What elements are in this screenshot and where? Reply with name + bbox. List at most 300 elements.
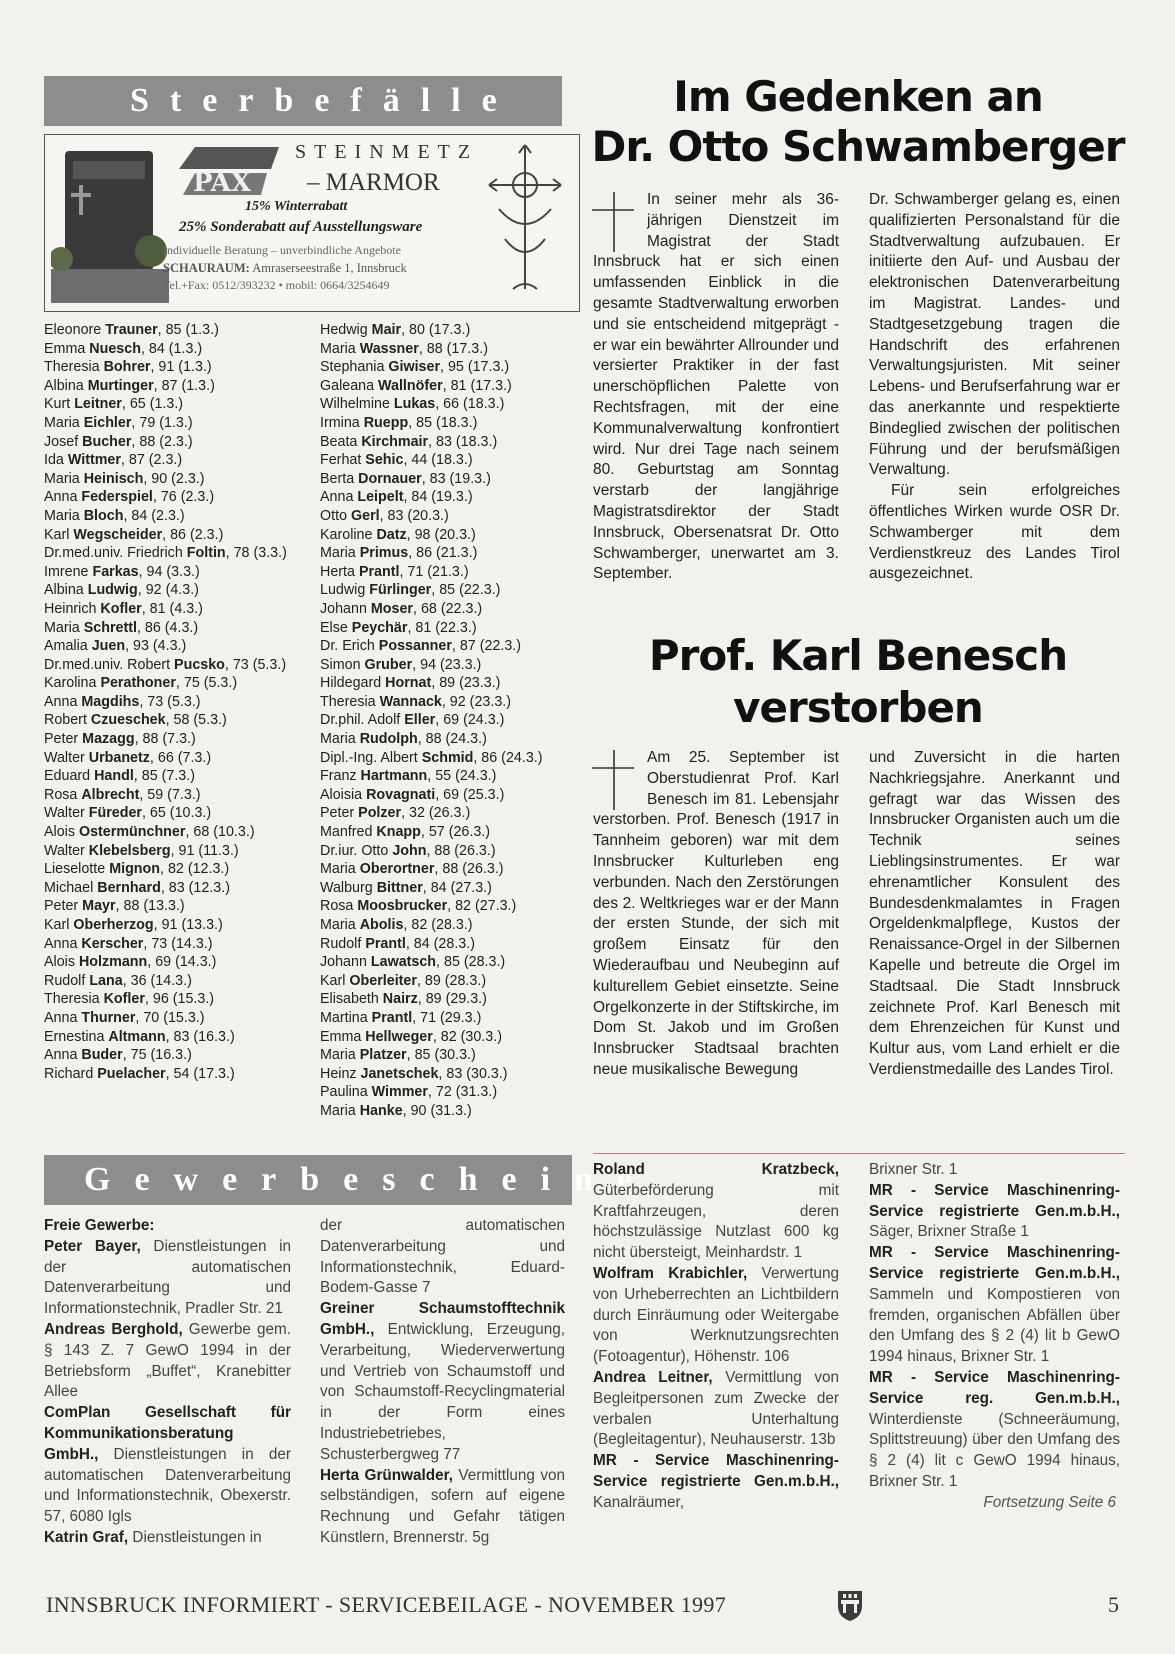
death-entry-surname: Kofler <box>103 991 145 1008</box>
death-entry-given-name: Dipl.-Ing. Albert <box>320 749 422 766</box>
footer-page-number: 5 <box>1108 1592 1120 1617</box>
death-entry-given-name: Maria <box>320 861 360 878</box>
footer-publication: INNSBRUCK INFORMIERT - SERVICEBEILAGE - NOVEMBER 1997 <box>46 1592 727 1617</box>
death-entry-surname: Füreder <box>88 805 142 822</box>
death-entry-surname: Oberortner <box>359 861 435 878</box>
death-entry-given-name: Elisabeth <box>320 991 383 1008</box>
death-entry-surname: Schrettl <box>83 619 137 636</box>
death-entry <box>320 563 572 582</box>
advertisement-steinmetz-pax <box>44 134 580 312</box>
death-entry-given-name: Theresia <box>320 693 380 710</box>
gewerbe-column-4 <box>869 1160 1120 1514</box>
death-entry-given-name: Rosa <box>44 786 82 803</box>
death-entry-surname: Puelacher <box>97 1065 166 1082</box>
gewerbe-column-2 <box>320 1216 565 1549</box>
death-entry-surname: Hartmann <box>360 768 428 785</box>
gewerbe-entry-holder: MR - Service Maschinenring-Service registrierte Gen.m.b.H., <box>869 1181 1120 1220</box>
death-list-column-1 <box>44 321 294 1083</box>
cross-spacer <box>593 190 647 252</box>
article1-column-2 <box>869 190 1120 585</box>
gewerbe-entry-holder: Greiner Schaumstofftechnik GmbH., <box>320 1300 565 1338</box>
death-entry <box>44 1009 294 1028</box>
death-entry-age-date: , 98 (20.3.) <box>406 526 476 543</box>
gewerbe-entry <box>869 1368 1120 1493</box>
gewerbe-entry-description: Säger, Brixner Straße 1 <box>869 1223 1029 1241</box>
gewerbe-entry <box>869 1243 1120 1368</box>
death-entry-given-name: Emma <box>320 1028 366 1045</box>
death-entry-given-name: Dr.phil. Adolf <box>320 712 405 729</box>
death-entry <box>320 693 572 712</box>
ad-schauraum-address: Amraserseestraße 1, Innsbruck <box>252 261 407 275</box>
death-entry-age-date: , 91 (13.3.) <box>153 917 223 933</box>
gewerbe-entry-description: Verwertung von Urheberrechten an Lichtbildern durch Einräumung oder Weitergabe von Werknutzungsrechten (Fotoagentur), Höhenstr. 106 <box>593 1264 839 1366</box>
death-entry-given-name: Irmina <box>320 414 364 431</box>
death-entry <box>44 804 294 823</box>
death-entry-surname: Peychär <box>351 619 408 636</box>
death-entry <box>320 414 572 433</box>
death-entry-given-name: Maria <box>320 1102 360 1119</box>
death-entry-surname: Ruepp <box>363 414 409 431</box>
death-entry <box>320 1046 572 1065</box>
ad-marmor: – MARMOR <box>307 169 440 196</box>
death-entry-given-name: Wilhelmine <box>320 396 394 413</box>
death-entry-surname: Urbanetz <box>88 749 150 766</box>
death-entry-given-name: Hildegard <box>320 675 386 692</box>
section-title: Gewerbescheine <box>84 1161 657 1198</box>
death-entry-surname: Bernhard <box>97 879 161 896</box>
gewerbe-entry-holder: MR - Service Maschinenring-Service registrierte Gen.m.b.H., <box>869 1244 1120 1282</box>
death-entry-age-date: , 95 (17.3.) <box>440 359 510 376</box>
death-entry-age-date: , 93 (4.3.) <box>125 638 187 655</box>
gewerbe-entry <box>44 1403 291 1528</box>
gewerbe-entry-description: Vermittlung von selbständigen, sofern auf eigene Rechnung und Gefahr tätigen Künstlern, Brennerstr. 5g <box>320 1466 566 1546</box>
death-entry <box>44 637 294 656</box>
death-entry-given-name: Lieselotte <box>44 861 110 878</box>
death-entry-surname: Albrecht <box>81 786 140 803</box>
death-entry <box>44 544 294 563</box>
death-entry-surname: Farkas <box>92 563 139 580</box>
death-entry-surname: Holzmann <box>78 954 148 971</box>
death-entry-surname: Kofler <box>100 600 142 617</box>
death-entry-surname: Abolis <box>359 917 404 933</box>
death-list-column-2 <box>320 321 572 1121</box>
death-entry-age-date: , 70 (15.3.) <box>135 1009 205 1026</box>
death-entry-surname: Wittmer <box>67 452 121 469</box>
death-entry <box>44 786 294 805</box>
death-entry-age-date: , 71 (21.3.) <box>399 563 469 580</box>
gewerbe-column-1 <box>44 1216 291 1549</box>
death-entry-surname: Moosbrucker <box>357 898 448 915</box>
death-entry-surname: Hanke <box>359 1102 403 1119</box>
cross-ornament-icon <box>475 139 575 307</box>
death-entry-surname: Eller <box>404 712 436 729</box>
death-entry-age-date: , 89 (23.3.) <box>431 675 501 692</box>
death-entry-surname: Kerscher <box>81 935 144 952</box>
death-entry <box>44 619 294 638</box>
death-entry-given-name: Maria <box>320 340 360 357</box>
death-entry-given-name: Heinrich <box>44 600 101 617</box>
death-entry-given-name: Albina <box>44 582 88 599</box>
svg-text:PAX: PAX <box>193 168 252 198</box>
gewerbe-entry-holder: Roland Kratzbeck, <box>593 1161 839 1178</box>
death-entry-age-date: , 85 (7.3.) <box>133 768 195 785</box>
death-entry-age-date: , 83 (16.3.) <box>165 1028 235 1045</box>
death-entry-age-date: , 69 (25.3.) <box>435 786 505 803</box>
death-entry <box>320 526 572 545</box>
death-entry-age-date: , 96 (15.3.) <box>144 991 215 1008</box>
death-entry-surname: Oberherzog <box>73 917 154 933</box>
death-entry-given-name: Maria <box>320 1047 360 1064</box>
ad-line-beratung: Individuelle Beratung – unverbindliche Angebote <box>163 243 401 257</box>
death-entry-given-name: Emma <box>44 340 90 357</box>
death-entry-given-name: Maria <box>44 470 84 487</box>
death-entry-given-name: Dr.med.univ. Friedrich <box>44 545 187 562</box>
ad-line-sonderabatt: 25% Sonderabatt auf Ausstellungsware <box>179 219 423 235</box>
death-entry-surname: Datz <box>376 526 407 543</box>
death-entry <box>320 842 572 861</box>
death-entry <box>320 730 572 749</box>
death-entry-given-name: Maria <box>44 619 84 636</box>
death-entry <box>44 842 294 861</box>
death-entry-age-date: , 89 (28.3.) <box>416 972 487 989</box>
death-entry-given-name: Peter <box>320 805 359 822</box>
death-entry-age-date: , 92 (23.3.) <box>441 693 511 710</box>
death-entry-given-name: Manfred <box>320 824 377 841</box>
death-entry-given-name: Maria <box>320 917 360 933</box>
death-entry <box>44 1028 294 1047</box>
death-entry-given-name: Walter <box>44 749 89 766</box>
death-entry-given-name: Ludwig <box>320 582 370 599</box>
death-entry-age-date: , 89 (29.3.) <box>417 991 487 1008</box>
divider-line <box>593 1153 1125 1154</box>
death-entry-given-name: Simon <box>320 656 365 673</box>
headline-line-1: Im Gedenken an <box>673 72 1043 121</box>
article2-text-1: Am 25. September ist Oberstudienrat Prof. Karl Benesch im 81. Lebensjahr verstorben. Prof. Benesch (1917 in Tannheim geboren) war mit dem Innsbrucker Kulturleben eng verbunden. Nach den Zerstörungen des 2. Weltkrieges war er der Mann der ersten Stunde, der sich mit großem Einsatz für den Wiederaufbau und Neubeginn auf kulturellem Gebiet einsetzte. Seine Orgelkonzerte in der Stiftskirche, im Dom St. Jakob und im Großen Innsbrucker Stadtsaal brachten neue musikalische Bewegung <box>593 749 839 1078</box>
death-entry-given-name: Peter <box>44 731 83 748</box>
death-entry-age-date: , 82 (30.3.) <box>432 1028 502 1045</box>
death-entry-age-date: , 88 (24.3.) <box>417 731 487 748</box>
gewerbe-entry-description: Sammeln und Kompostieren von fremden, organischen Abfällen über den Umfang des § 2 (4) lit b GewO 1994 hinaus, Brixner Str. 1 <box>869 1285 1120 1366</box>
death-entry-age-date: , 68 (22.3.) <box>413 600 483 617</box>
death-entry-age-date: , 83 (30.3.) <box>438 1065 508 1082</box>
death-entry-surname: Wegscheider <box>73 526 163 543</box>
death-entry-surname: Magdihs <box>81 693 140 710</box>
death-entry-given-name: Walburg <box>320 879 377 896</box>
death-entry-surname: Bittner <box>376 879 423 896</box>
pax-logo-icon <box>175 139 287 201</box>
gewerbe-entry <box>44 1320 291 1403</box>
death-entry-surname: Prantl <box>365 935 406 952</box>
gewerbe-entry <box>320 1216 565 1299</box>
death-entry <box>320 488 572 507</box>
death-entry-given-name: Anna <box>44 1047 82 1064</box>
death-entry-given-name: Berta <box>320 470 359 487</box>
gewerbe-entry-description: Güterbeförderung mit Kraftfahrzeugen, deren höchstzulässige Nutzlast 600 kg nicht übersteigt, Meinhardstr. 1 <box>593 1181 839 1262</box>
death-entry-age-date: , 69 (24.3.) <box>435 712 505 729</box>
death-entry-given-name: Richard <box>44 1065 98 1082</box>
death-entry <box>44 749 294 768</box>
death-entry <box>320 1102 572 1121</box>
ad-brand: STEINMETZ <box>295 141 479 163</box>
death-entry-surname: Pucsko <box>174 656 225 673</box>
death-entry <box>44 860 294 879</box>
death-entry-surname: Eichler <box>83 414 132 431</box>
death-entry-age-date: , 94 (23.3.) <box>412 656 482 673</box>
death-entry-surname: Czueschek <box>90 712 166 729</box>
gewerbe-entry-description: Vermittlung von Begleitpersonen zum Zwecke der verbalen Unterhaltung (Begleitagentur), Neuhauserstr. 13b <box>593 1368 840 1449</box>
death-entry-given-name: Maria <box>320 545 360 562</box>
gewerbe-entry-holder: Peter Bayer, <box>44 1237 141 1255</box>
gewerbe-entry-description: Dienstleistungen in <box>128 1528 262 1546</box>
death-entry-age-date: , 66 (18.3.) <box>435 396 505 413</box>
death-entry <box>44 414 294 433</box>
death-entry-surname: Hellweger <box>365 1028 433 1045</box>
death-entry <box>320 470 572 489</box>
death-entry-given-name: Anna <box>44 935 82 952</box>
death-entry-age-date: , 58 (5.3.) <box>165 712 227 729</box>
death-entry-surname: Bohrer <box>103 359 151 376</box>
cross-spacer <box>593 748 647 810</box>
death-entry-given-name: Theresia <box>44 359 104 376</box>
death-entry <box>44 600 294 619</box>
death-entry-age-date: , 82 (27.3.) <box>447 898 517 915</box>
death-entry-age-date: , 86 (24.3.) <box>473 749 543 766</box>
death-entry-surname: Oberleiter <box>349 972 417 989</box>
gewerbe-entries-1 <box>44 1237 291 1549</box>
death-entry <box>320 972 572 991</box>
death-entry-age-date: , 78 (3.3.) <box>225 545 287 562</box>
death-entry <box>320 749 572 768</box>
death-entry <box>44 656 294 675</box>
gewerbe-entry <box>869 1181 1120 1243</box>
death-entry-age-date: , 88 (26.3.) <box>426 842 496 859</box>
death-entry <box>320 581 572 600</box>
gewerbe-entry <box>44 1528 291 1549</box>
death-entry <box>44 730 294 749</box>
death-entry-surname: Federspiel <box>81 489 153 506</box>
death-entry <box>320 711 572 730</box>
death-entry <box>320 358 572 377</box>
death-entry-age-date: , 83 (12.3.) <box>160 879 230 896</box>
death-entry-given-name: Aloisia <box>320 786 367 803</box>
death-entry-surname: Lukas <box>393 396 436 413</box>
death-entry-age-date: , 71 (29.3.) <box>412 1009 482 1026</box>
death-entry-surname: Thurner <box>81 1009 136 1026</box>
death-entry-given-name: Karl <box>44 917 74 933</box>
death-entry-surname: Gerl <box>351 507 380 524</box>
gewerbe-entry-description: Brixner Str. 1 <box>869 1161 958 1178</box>
death-entry <box>320 451 572 470</box>
death-entry-surname: Primus <box>359 545 409 562</box>
gewerbe-entries-4 <box>869 1160 1120 1493</box>
gewerbe-entry-description: Gewerbe gem. § 143 Z. 7 GewO 1994 in der Betriebsform „Buffet“, Kranebitter Allee <box>44 1320 291 1401</box>
death-entry-age-date: , 87 (1.3.) <box>153 377 215 394</box>
death-entry-surname: Knapp <box>376 824 421 841</box>
death-entry <box>320 619 572 638</box>
death-entry-age-date: , 55 (24.3.) <box>427 768 497 785</box>
death-entry-age-date: , 88 (7.3.) <box>134 731 196 748</box>
death-entry <box>44 340 294 359</box>
death-entry <box>320 377 572 396</box>
death-entry <box>44 470 294 489</box>
death-entry <box>320 823 572 842</box>
death-entry-given-name: Else <box>320 619 352 636</box>
death-entry-age-date: , 83 (18.3.) <box>428 433 498 450</box>
death-entry-given-name: Albina <box>44 377 88 394</box>
death-entry <box>44 674 294 693</box>
death-entry-given-name: Martina <box>320 1009 372 1026</box>
death-entry-given-name: Kurt <box>44 396 75 413</box>
death-entry <box>320 897 572 916</box>
death-entry-surname: Possanner <box>378 638 452 655</box>
death-entry <box>320 1083 572 1102</box>
death-entry <box>320 1065 572 1084</box>
death-entry-surname: Trauner <box>105 322 158 338</box>
death-entry-surname: Rovagnati <box>366 786 436 803</box>
death-entry-age-date: , 92 (4.3.) <box>137 582 199 599</box>
gewerbe-heading: Freie Gewerbe: <box>44 1217 155 1234</box>
death-entry-surname: Dornauer <box>358 470 422 487</box>
death-entry <box>44 451 294 470</box>
death-entry <box>320 395 572 414</box>
headline-line-2: Dr. Otto Schwamberger <box>591 122 1125 171</box>
gewerbe-entry-description: der automatischen Datenverarbeitung und Informationstechnik, Eduard-Bodem-Gasse 7 <box>320 1217 565 1297</box>
death-entry-age-date: , 81 (4.3.) <box>141 600 203 617</box>
gewerbe-entry-holder: Andrea Leitner, <box>593 1368 713 1386</box>
article1-text-2: Dr. Schwamberger gelang es, einen qualifizierten Personalstand für die Stadtverwaltung aufzubauen. Er initiierte den Auf- und Ausbau der elektronischen Datenverarbeitung im Magistrat. Landes- und Stadtgesetzgebung tragen die Handschrift des erfahrenen Verwaltungsjuristen. Mit seiner Lebens- und Berufserfahrung war er das anerkannte und respektierte Bindeglied zwischen der politischen Führung und der berufsmäßigen Verwaltung. <box>869 191 1120 479</box>
death-entry-given-name: Eduard <box>44 768 95 785</box>
death-entry <box>320 1009 572 1028</box>
death-entry <box>320 804 572 823</box>
gewerbe-entry-description: Dienstleistungen in der automatischen Datenverarbeitung und Informationstechnik, Pradler Str. 21 <box>44 1237 291 1318</box>
death-entry-given-name: Hedwig <box>320 322 372 338</box>
death-entry-surname: John <box>392 842 427 859</box>
innsbruck-coat-of-arms-icon <box>835 1588 865 1622</box>
death-entry-surname: Moser <box>370 600 413 617</box>
death-entry-age-date: , 72 (31.3.) <box>427 1084 498 1101</box>
death-entry <box>320 786 572 805</box>
death-entry-surname: Rudolph <box>359 731 418 748</box>
death-entry-given-name: Anna <box>44 1009 82 1026</box>
death-entry-given-name: Beata <box>320 433 362 450</box>
death-entry <box>320 544 572 563</box>
death-entry-given-name: Amalia <box>44 638 92 655</box>
death-entry <box>320 340 572 359</box>
death-entry-age-date: , 44 (18.3.) <box>403 452 473 469</box>
death-entry-age-date: , 73 (14.3.) <box>143 935 213 952</box>
death-entry-age-date: , 82 (12.3.) <box>160 861 230 878</box>
article2-column-2 <box>869 748 1120 1081</box>
death-entry-age-date: , 81 (17.3.) <box>442 377 512 394</box>
death-entry-age-date: , 82 (28.3.) <box>403 917 473 933</box>
death-entry-given-name: Imrene <box>44 563 93 580</box>
death-entry-age-date: , 85 (28.3.) <box>436 954 506 971</box>
death-entry-surname: Handl <box>94 768 134 785</box>
death-entry-given-name: Theresia <box>44 991 104 1008</box>
gewerbe-entry-holder: MR - Service Maschinenring-Service registrierte Gen.m.b.H., <box>593 1452 839 1490</box>
death-entry-surname: Wallnöfer <box>378 377 443 394</box>
death-entry-age-date: , 88 (26.3.) <box>434 861 504 878</box>
death-entry-surname: Prantl <box>358 563 400 580</box>
gewerbe-entry <box>593 1264 839 1368</box>
death-entry-given-name: Herta <box>320 563 359 580</box>
gewerbe-entry <box>593 1451 839 1513</box>
gewerbe-entry <box>320 1299 565 1465</box>
death-entry-given-name: Josef <box>44 433 83 450</box>
death-entry-age-date: , 69 (14.3.) <box>147 954 217 971</box>
death-entry-age-date: , 59 (7.3.) <box>139 786 201 803</box>
continuation-note: Fortsetzung Seite 6 <box>983 1493 1116 1511</box>
headline-schwamberger <box>590 72 1126 172</box>
death-entry-age-date: , 84 (1.3.) <box>140 340 203 357</box>
death-entry-surname: Kirchmair <box>361 433 429 450</box>
gewerbe-entry <box>593 1160 839 1264</box>
death-entry-age-date: , 81 (22.3.) <box>407 619 477 636</box>
death-entry-age-date: , 84 (27.3.) <box>422 879 492 896</box>
headline-line-2: verstorben <box>733 683 983 732</box>
death-entry-age-date: , 79 (1.3.) <box>131 414 193 431</box>
section-title: Sterbefälle <box>130 82 518 119</box>
death-entry <box>44 488 294 507</box>
headline-line-1: Prof. Karl Benesch <box>648 631 1068 680</box>
death-entry-given-name: Karolina <box>44 675 101 692</box>
death-entry-surname: Lawatsch <box>370 954 437 971</box>
death-entry-given-name: Stephania <box>320 359 389 376</box>
death-entry <box>44 823 294 842</box>
death-entry-given-name: Dr. Erich <box>320 638 379 655</box>
section-banner-sterbefaelle <box>44 76 562 126</box>
death-entry-age-date: , 87 (22.3.) <box>451 638 522 655</box>
death-entry-surname: Nairz <box>382 991 418 1008</box>
death-entry-age-date: , 86 (2.3.) <box>162 526 224 543</box>
death-entry-surname: Leitner <box>74 396 122 413</box>
death-entry-surname: Leipelt <box>357 489 404 506</box>
death-entry-age-date: , 85 (1.3.) <box>157 322 219 338</box>
death-entry-age-date: , 36 (14.3.) <box>122 972 192 989</box>
death-entry-given-name: Anna <box>44 693 82 710</box>
gewerbe-entry <box>320 1466 565 1549</box>
death-entry-age-date: , 85 (30.3.) <box>406 1047 476 1064</box>
death-entry-given-name: Karoline <box>320 526 377 543</box>
death-entry <box>320 767 572 786</box>
death-entry-given-name: Otto <box>320 507 351 524</box>
death-entry-surname: Polzer <box>358 805 402 822</box>
death-entry-age-date: , 83 (19.3.) <box>421 470 491 487</box>
death-entry-given-name: Karl <box>44 526 74 543</box>
death-entry <box>44 1065 294 1084</box>
death-entry-surname: Juen <box>91 638 126 655</box>
death-entry-surname: Hornat <box>385 675 432 692</box>
gewerbe-entry-holder: Katrin Graf, <box>44 1528 129 1546</box>
death-entry-age-date: , 88 (13.3.) <box>115 898 185 915</box>
death-entry-surname: Mignon <box>109 861 161 878</box>
death-entry-age-date: , 73 (5.3.) <box>139 693 201 710</box>
death-entry <box>44 563 294 582</box>
death-entry-given-name: Paulina <box>320 1084 372 1101</box>
death-entry-surname: Wassner <box>359 340 419 357</box>
death-entry-age-date: , 91 (1.3.) <box>150 359 212 376</box>
death-entry-surname: Schmid <box>421 749 474 766</box>
death-entry-age-date: , 65 (10.3.) <box>141 805 212 822</box>
death-entry-age-date: , 68 (10.3.) <box>185 824 255 841</box>
death-entry <box>320 433 572 452</box>
death-entry <box>44 897 294 916</box>
death-entry <box>320 1028 572 1047</box>
gravestone-image <box>51 141 171 305</box>
death-entry-given-name: Alois <box>44 824 79 841</box>
gewerbe-entry <box>869 1160 1120 1181</box>
death-entry-age-date: , 32 (26.3.) <box>401 805 471 822</box>
